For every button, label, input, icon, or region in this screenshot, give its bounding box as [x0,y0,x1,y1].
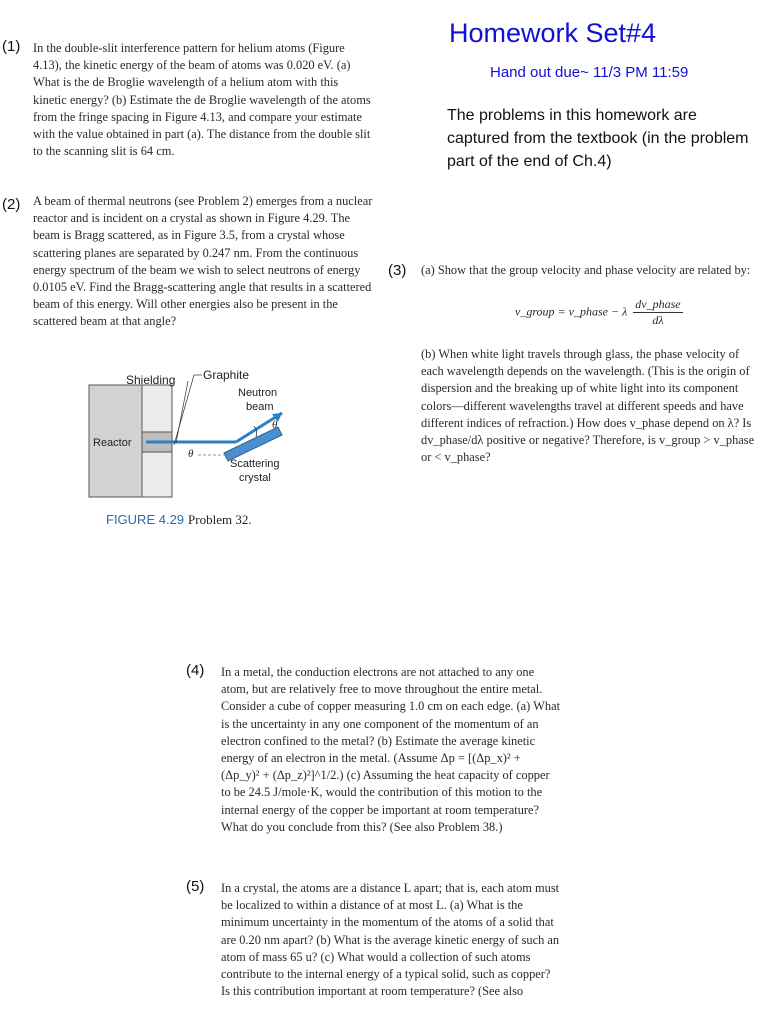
neutron-beam-label-1: Neutron [238,387,278,399]
group-velocity-equation [515,297,683,328]
theta-label-lower: θ [188,448,194,460]
equation-denominator: dλ [652,313,664,327]
graphite-label: Graphite [203,368,250,382]
equation-fraction [633,297,682,328]
problem-1-text: In the double-slit interference pattern for helium atoms (Figure 4.13), the kinetic energy of the beam of atoms was 0.020 eV. (a) What is the de Broglie wavelength of a helium atom with this kinetic energy? (b) Estimate the de Broglie wavelength of the atoms from the fringe spacing in Figure 4.13, and compare your estimate with the value obtained in part (a). The distance from the double slit to the scanning slit is 64 cm. [33,41,371,159]
shielding-leader [176,381,188,443]
problem-2-text: A beam of thermal neutrons (see Problem 2) emerges from a nuclear reactor and is incident on a crystal as shown in Figure 4.29. The beam is Bragg scattered, as in Figure 3.5, from a crystal whose scattering planes are separated by 0.247 nm. From the continuous energy spectrum of the beam we wish to select neutrons of energy 0.0105 eV. Find the Bragg-scattering angle that results in a scattered beam of this energy. Will other energies also be present in the scattered beam at that angle? [33,194,373,329]
equation-numerator: dv_phase [635,297,681,311]
problem-4-text: In a metal, the conduction electrons are not attached to any one atom, but are relatively free to move throughout the entire metal. Consider a cube of copper measuring 1.0 cm on each edge. (a) What is the uncertainty in any one component of the momentum of an electron confined to the metal? (b) Estimate the average kinetic energy of an electron in the metal. (Assume Δp = [(Δp_x)² + (Δp_y)² + (Δp_z)²]^1/2.) (c) Assuming the heat capacity of copper to be 24.5 J/mole·K, would the contribution of this motion to the internal energy of the copper be important at room temperature? What do you conclude from this? (See also Problem 38.) [221,665,561,834]
equation-lhs: v_group = v_phase − λ [515,304,628,319]
shielding-upper [142,385,172,432]
shielding-label: Shielding [126,373,176,387]
problem-5-number: (5) [186,878,205,895]
page-title: Homework Set#4 [449,18,657,48]
problem-5-text: In a crystal, the atoms are a distance L apart; that is, each atom must be localized to within a distance of at most L. (a) What is the minimum uncertainty in the momentum of the atoms of a solid that are 0.20 nm apart? (b) What is the average kinetic energy of such an atom of mass 65 u? (c) What would a collection of such atoms contribute to the internal energy of a typical solid, such as copper? Is this contribution important at room temperature? (See also [221,881,560,999]
homework-note: The problems in this homework are captured from the textbook (in the problem part of the end of Ch.4) [447,107,749,170]
reactor-label: Reactor [93,437,132,449]
problem-3-part-b: (b) When white light travels through glass, the phase velocity of each wavelength depends on the wavelength. (This is the origin of dispersion and the breaking up of white light into its component colors—different wavelengths travel at different speeds and have different indices of refraction.) How does v_phase depend on λ? Is dv_phase/dλ positive or negative? Therefore, is v_group > v_phase or < v_phase? [421,347,755,465]
problem-1-number: (1) [2,38,21,55]
graphite-leader [174,375,194,445]
scattering-label-2: crystal [239,472,271,484]
problem-3-number: (3) [388,262,407,279]
scattering-label-1: Scattering [230,458,280,470]
figure-caption-label: FIGURE 4.29 [106,512,185,527]
neutron-beam-label-2: beam [246,401,274,413]
shielding-lower [142,452,172,497]
problem-4-number: (4) [186,662,205,679]
theta-label-upper: θ [272,419,278,431]
figure-caption [106,512,252,528]
due-date: Hand out due~ 11/3 PM 11:59 [490,64,689,81]
problem-3-part-a: (a) Show that the group velocity and phase velocity are related by: [421,263,751,277]
figure-caption-text: Problem 32. [188,512,252,527]
bragg-scattering-figure [86,365,306,505]
problem-2-number: (2) [2,196,21,213]
